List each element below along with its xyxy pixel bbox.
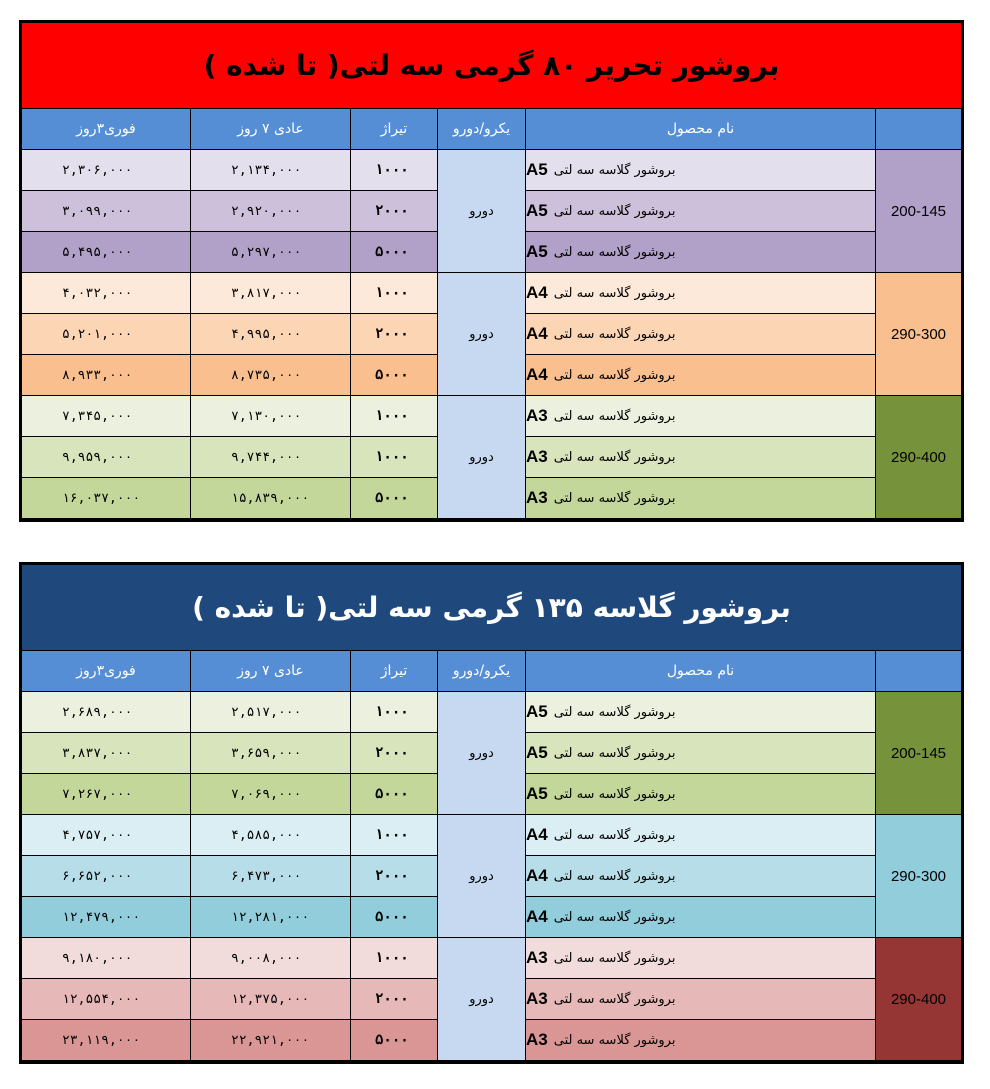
product-name bbox=[525, 150, 875, 191]
price-fast: ۱۲,۵۵۴,۰۰۰ bbox=[22, 979, 190, 1020]
size-label: 290-400 bbox=[875, 396, 961, 519]
tiraj-value: ۲۰۰۰ bbox=[350, 191, 437, 232]
tiraj-value: ۲۰۰۰ bbox=[350, 733, 437, 774]
product-format: A3 bbox=[526, 447, 548, 466]
product-format: A3 bbox=[526, 488, 548, 507]
price-normal: ۳,۶۵۹,۰۰۰ bbox=[190, 733, 350, 774]
header-product: نام محصول bbox=[525, 109, 875, 149]
price-fast: ۳,۸۳۷,۰۰۰ bbox=[22, 733, 190, 774]
price-fast: ۷,۳۴۵,۰۰۰ bbox=[22, 396, 190, 437]
product-name bbox=[525, 938, 875, 979]
product-format: A5 bbox=[526, 242, 548, 261]
header-sides: یکرو/دورو bbox=[437, 109, 525, 149]
product-label: بروشور گلاسه سه لتی bbox=[553, 285, 676, 301]
price-normal: ۲,۹۲۰,۰۰۰ bbox=[190, 191, 350, 232]
price-normal: ۱۲,۳۷۵,۰۰۰ bbox=[190, 979, 350, 1020]
product-label: بروشور گلاسه سه لتی bbox=[553, 950, 676, 966]
price-fast: ۴,۷۵۷,۰۰۰ bbox=[22, 815, 190, 856]
product-label: بروشور گلاسه سه لتی bbox=[553, 244, 676, 260]
product-label: بروشور گلاسه سه لتی bbox=[553, 367, 676, 383]
product-name bbox=[525, 856, 875, 897]
product-name bbox=[525, 815, 875, 856]
price-normal: ۶,۴۷۳,۰۰۰ bbox=[190, 856, 350, 897]
price-normal: ۹,۷۴۴,۰۰۰ bbox=[190, 437, 350, 478]
sides-value: دورو bbox=[437, 150, 525, 273]
price-fast: ۷,۲۶۷,۰۰۰ bbox=[22, 774, 190, 815]
tiraj-value: ۱۰۰۰ bbox=[350, 150, 437, 191]
tiraj-value: ۱۰۰۰ bbox=[350, 437, 437, 478]
tiraj-value: ۵۰۰۰ bbox=[350, 897, 437, 938]
tiraj-value: ۵۰۰۰ bbox=[350, 355, 437, 396]
price-normal: ۳,۸۱۷,۰۰۰ bbox=[190, 273, 350, 314]
price-fast: ۲۳,۱۱۹,۰۰۰ bbox=[22, 1020, 190, 1061]
tiraj-value: ۱۰۰۰ bbox=[350, 938, 437, 979]
product-format: A4 bbox=[526, 283, 548, 302]
product-name bbox=[525, 478, 875, 519]
table-header-row bbox=[22, 651, 961, 692]
size-label: 290-300 bbox=[875, 273, 961, 396]
tiraj-value: ۱۰۰۰ bbox=[350, 815, 437, 856]
header-size bbox=[875, 651, 961, 691]
product-format: A5 bbox=[526, 160, 548, 179]
product-name bbox=[525, 1020, 875, 1061]
tiraj-value: ۱۰۰۰ bbox=[350, 396, 437, 437]
sides-value: دورو bbox=[437, 815, 525, 938]
product-format: A3 bbox=[526, 406, 548, 425]
product-format: A4 bbox=[526, 825, 548, 844]
tiraj-value: ۵۰۰۰ bbox=[350, 232, 437, 273]
product-format: A5 bbox=[526, 784, 548, 803]
sides-value: دورو bbox=[437, 396, 525, 519]
product-name bbox=[525, 232, 875, 273]
size-label: 290-300 bbox=[875, 815, 961, 938]
product-format: A4 bbox=[526, 907, 548, 926]
tiraj-value: ۲۰۰۰ bbox=[350, 856, 437, 897]
product-label: بروشور گلاسه سه لتی bbox=[553, 1032, 676, 1048]
price-normal: ۲,۱۳۴,۰۰۰ bbox=[190, 150, 350, 191]
product-name bbox=[525, 437, 875, 478]
product-format: A4 bbox=[526, 866, 548, 885]
sides-value: دورو bbox=[437, 938, 525, 1061]
product-label: بروشور گلاسه سه لتی bbox=[553, 203, 676, 219]
product-label: بروشور گلاسه سه لتی bbox=[553, 909, 676, 925]
price-normal: ۸,۷۳۵,۰۰۰ bbox=[190, 355, 350, 396]
product-name bbox=[525, 273, 875, 314]
price-normal: ۷,۱۳۰,۰۰۰ bbox=[190, 396, 350, 437]
tiraj-value: ۲۰۰۰ bbox=[350, 314, 437, 355]
price-fast: ۲,۶۸۹,۰۰۰ bbox=[22, 692, 190, 733]
price-fast: ۲,۳۰۶,۰۰۰ bbox=[22, 150, 190, 191]
product-format: A5 bbox=[526, 201, 548, 220]
header-tiraj: تیراژ bbox=[350, 109, 437, 149]
product-format: A3 bbox=[526, 1030, 548, 1049]
price-fast: ۵,۲۰۱,۰۰۰ bbox=[22, 314, 190, 355]
product-label: بروشور گلاسه سه لتی bbox=[553, 868, 676, 884]
price-fast: ۶,۶۵۲,۰۰۰ bbox=[22, 856, 190, 897]
product-name bbox=[525, 314, 875, 355]
product-label: بروشور گلاسه سه لتی bbox=[553, 745, 676, 761]
price-fast: ۱۲,۴۷۹,۰۰۰ bbox=[22, 897, 190, 938]
price-normal: ۷,۰۶۹,۰۰۰ bbox=[190, 774, 350, 815]
price-fast: ۴,۰۳۲,۰۰۰ bbox=[22, 273, 190, 314]
price-fast: ۱۶,۰۳۷,۰۰۰ bbox=[22, 478, 190, 519]
header-fast: فوری۳روز bbox=[22, 651, 190, 691]
price-table-glase-135 bbox=[19, 562, 964, 1064]
product-name bbox=[525, 692, 875, 733]
tiraj-value: ۱۰۰۰ bbox=[350, 273, 437, 314]
product-label: بروشور گلاسه سه لتی bbox=[553, 704, 676, 720]
price-fast: ۸,۹۳۳,۰۰۰ bbox=[22, 355, 190, 396]
product-name bbox=[525, 774, 875, 815]
price-normal: ۲,۵۱۷,۰۰۰ bbox=[190, 692, 350, 733]
header-product: نام محصول bbox=[525, 651, 875, 691]
product-label: بروشور گلاسه سه لتی bbox=[553, 326, 676, 342]
product-name bbox=[525, 396, 875, 437]
table-body bbox=[22, 692, 961, 1061]
tiraj-value: ۵۰۰۰ bbox=[350, 774, 437, 815]
price-table-tahrir-80 bbox=[19, 20, 964, 522]
product-label: بروشور گلاسه سه لتی bbox=[553, 786, 676, 802]
product-format: A4 bbox=[526, 365, 548, 384]
product-name bbox=[525, 191, 875, 232]
tiraj-value: ۵۰۰۰ bbox=[350, 1020, 437, 1061]
table-title: بروشور گلاسه ۱۳۵ گرمی سه لتی( تا شده ) bbox=[22, 565, 961, 651]
size-label: 290-400 bbox=[875, 938, 961, 1061]
header-tiraj: تیراژ bbox=[350, 651, 437, 691]
size-label: 200-145 bbox=[875, 150, 961, 273]
product-format: A3 bbox=[526, 989, 548, 1008]
product-format: A4 bbox=[526, 324, 548, 343]
tiraj-value: ۱۰۰۰ bbox=[350, 692, 437, 733]
price-fast: ۹,۱۸۰,۰۰۰ bbox=[22, 938, 190, 979]
product-label: بروشور گلاسه سه لتی bbox=[553, 490, 676, 506]
price-normal: ۵,۲۹۷,۰۰۰ bbox=[190, 232, 350, 273]
tiraj-value: ۵۰۰۰ bbox=[350, 478, 437, 519]
price-fast: ۳,۰۹۹,۰۰۰ bbox=[22, 191, 190, 232]
sides-value: دورو bbox=[437, 273, 525, 396]
product-name bbox=[525, 355, 875, 396]
table-title: بروشور تحریر ۸۰ گرمی سه لتی( تا شده ) bbox=[22, 23, 961, 109]
size-label: 200-145 bbox=[875, 692, 961, 815]
table-header-row bbox=[22, 109, 961, 150]
header-sides: یکرو/دورو bbox=[437, 651, 525, 691]
price-normal: ۱۲,۲۸۱,۰۰۰ bbox=[190, 897, 350, 938]
product-label: بروشور گلاسه سه لتی bbox=[553, 827, 676, 843]
header-fast: فوری۳روز bbox=[22, 109, 190, 149]
price-normal: ۲۲,۹۲۱,۰۰۰ bbox=[190, 1020, 350, 1061]
product-label: بروشور گلاسه سه لتی bbox=[553, 991, 676, 1007]
product-format: A5 bbox=[526, 743, 548, 762]
sides-value: دورو bbox=[437, 692, 525, 815]
price-normal: ۹,۰۰۸,۰۰۰ bbox=[190, 938, 350, 979]
product-format: A5 bbox=[526, 702, 548, 721]
product-label: بروشور گلاسه سه لتی bbox=[553, 449, 676, 465]
product-label: بروشور گلاسه سه لتی bbox=[553, 408, 676, 424]
tiraj-value: ۲۰۰۰ bbox=[350, 979, 437, 1020]
header-size bbox=[875, 109, 961, 149]
price-fast: ۵,۴۹۵,۰۰۰ bbox=[22, 232, 190, 273]
product-format: A3 bbox=[526, 948, 548, 967]
price-normal: ۴,۹۹۵,۰۰۰ bbox=[190, 314, 350, 355]
header-normal: عادی ۷ روز bbox=[190, 651, 350, 691]
product-name bbox=[525, 979, 875, 1020]
price-normal: ۱۵,۸۳۹,۰۰۰ bbox=[190, 478, 350, 519]
product-label: بروشور گلاسه سه لتی bbox=[553, 162, 676, 178]
table-body bbox=[22, 150, 961, 519]
price-normal: ۴,۵۸۵,۰۰۰ bbox=[190, 815, 350, 856]
price-fast: ۹,۹۵۹,۰۰۰ bbox=[22, 437, 190, 478]
product-name bbox=[525, 897, 875, 938]
product-name bbox=[525, 733, 875, 774]
header-normal: عادی ۷ روز bbox=[190, 109, 350, 149]
